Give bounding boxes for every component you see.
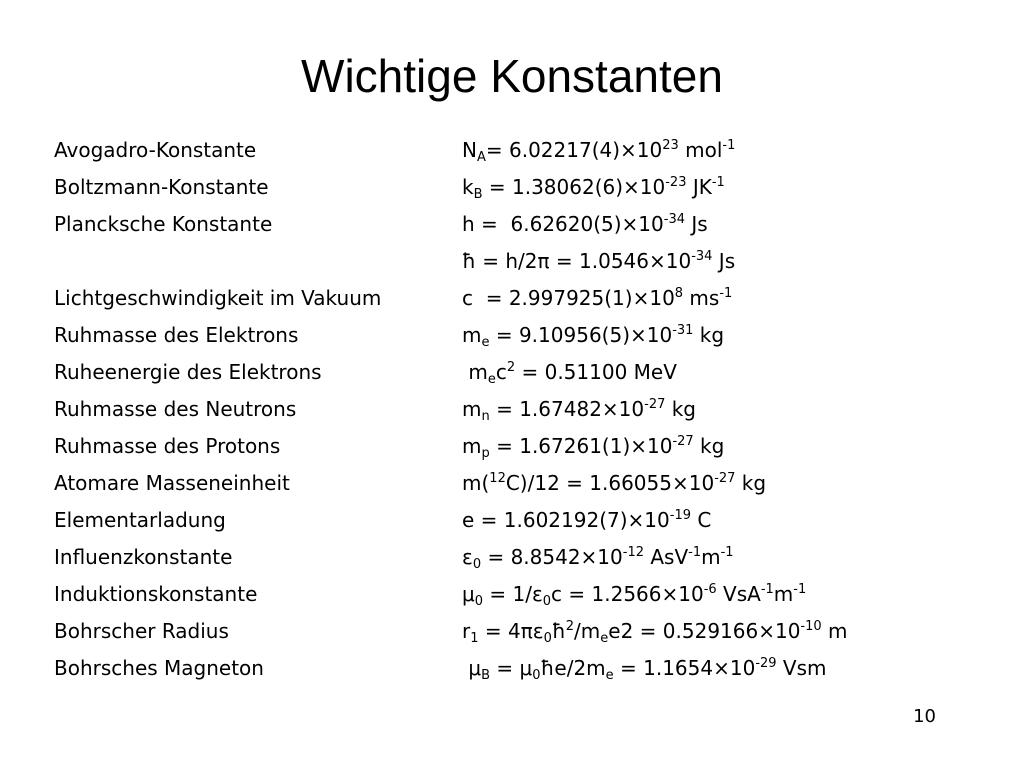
subscript: e bbox=[481, 335, 490, 350]
constant-name: Ruhmasse des Protons bbox=[54, 434, 281, 458]
subscript: 0 bbox=[543, 631, 552, 646]
value-text: = 1.67482×10 bbox=[489, 397, 645, 421]
value-text: ħe/2m bbox=[540, 656, 606, 680]
value-text: μ bbox=[462, 582, 475, 606]
constant-row bbox=[54, 132, 994, 169]
constant-row bbox=[54, 576, 994, 613]
slide-title: Wichtige Konstanten bbox=[301, 50, 723, 102]
superscript: -29 bbox=[755, 656, 777, 671]
superscript: -27 bbox=[644, 397, 666, 412]
value-text: m bbox=[462, 397, 482, 421]
constant-value bbox=[462, 502, 711, 539]
constant-name: Bohrsches Magneton bbox=[54, 656, 264, 680]
value-text: = 0.51100 MeV bbox=[515, 360, 677, 384]
value-text: kg bbox=[693, 323, 725, 347]
subscript: e bbox=[605, 668, 614, 683]
constant-value bbox=[462, 465, 766, 502]
value-text: e = 1.602192(7)×10 bbox=[462, 508, 670, 532]
constant-value bbox=[462, 391, 696, 428]
value-text: C bbox=[690, 508, 712, 532]
value-text: = 4πε bbox=[478, 619, 544, 643]
superscript: -19 bbox=[669, 508, 691, 523]
value-text: N bbox=[462, 138, 477, 162]
value-text: = 6.02217(4)×10 bbox=[485, 138, 663, 162]
value-text: m bbox=[462, 323, 482, 347]
value-text: AsV bbox=[644, 545, 689, 569]
constant-row bbox=[54, 465, 994, 502]
superscript: -1 bbox=[711, 175, 725, 190]
superscript: -31 bbox=[672, 323, 694, 338]
superscript: -23 bbox=[665, 175, 687, 190]
value-text: Js bbox=[712, 249, 736, 273]
value-text: μ bbox=[462, 656, 482, 680]
superscript: 2 bbox=[506, 360, 516, 375]
constant-name: Lichtgeschwindigkeit im Vakuum bbox=[54, 286, 382, 310]
subscript: B bbox=[473, 187, 483, 202]
page-number: 10 bbox=[913, 706, 936, 727]
constant-value bbox=[462, 650, 827, 687]
constant-name: Atomare Masseneinheit bbox=[54, 471, 290, 495]
constant-value bbox=[462, 354, 677, 391]
constant-name: Influenzkonstante bbox=[54, 545, 233, 569]
subscript: e bbox=[600, 631, 609, 646]
value-text: kg bbox=[693, 434, 725, 458]
value-text: k bbox=[462, 175, 474, 199]
subscript: n bbox=[481, 409, 490, 424]
value-text: h = 6.62620(5)×10 bbox=[462, 212, 664, 236]
value-text: ε bbox=[462, 545, 473, 569]
constant-value bbox=[462, 317, 724, 354]
value-text: Vsm bbox=[776, 656, 827, 680]
superscript: -1 bbox=[720, 545, 734, 560]
constant-name: Ruheenergie des Elektrons bbox=[54, 360, 322, 384]
constant-value bbox=[462, 206, 708, 243]
value-text: VsA bbox=[716, 582, 761, 606]
superscript: 2 bbox=[565, 619, 575, 634]
superscript: -27 bbox=[714, 471, 736, 486]
value-text: Js bbox=[684, 212, 708, 236]
value-text: = 8.8542×10 bbox=[481, 545, 623, 569]
constant-row bbox=[54, 317, 994, 354]
superscript: -10 bbox=[800, 619, 822, 634]
value-text: = 9.10956(5)×10 bbox=[489, 323, 673, 347]
subscript: 1 bbox=[470, 631, 479, 646]
constant-row bbox=[54, 650, 994, 687]
value-text: r bbox=[462, 619, 471, 643]
subscript: A bbox=[476, 150, 486, 165]
superscript: -1 bbox=[760, 582, 774, 597]
superscript: 12 bbox=[489, 471, 506, 486]
constant-name: Induktionskonstante bbox=[54, 582, 258, 606]
superscript: -12 bbox=[622, 545, 644, 560]
value-text: = 1.38062(6)×10 bbox=[482, 175, 666, 199]
value-text: ms bbox=[683, 286, 720, 310]
constant-row bbox=[54, 539, 994, 576]
value-text: C)/12 = 1.66055×10 bbox=[505, 471, 715, 495]
constant-value bbox=[462, 576, 806, 613]
value-text: = 1.1654×10 bbox=[613, 656, 756, 680]
constant-value bbox=[462, 539, 734, 576]
superscript: -1 bbox=[688, 545, 702, 560]
subscript: p bbox=[481, 446, 490, 461]
constant-row bbox=[54, 354, 994, 391]
value-text: c = 2.997925(1)×10 bbox=[462, 286, 675, 310]
subscript: 0 bbox=[542, 594, 552, 609]
superscript: 8 bbox=[674, 286, 684, 301]
constant-row bbox=[54, 243, 994, 280]
subscript: e bbox=[487, 372, 496, 387]
value-text: c = 1.2566×10 bbox=[551, 582, 704, 606]
constant-name: Bohrscher Radius bbox=[54, 619, 229, 643]
superscript: -27 bbox=[672, 434, 694, 449]
constant-name: Plancksche Konstante bbox=[54, 212, 273, 236]
superscript: -6 bbox=[703, 582, 717, 597]
subscript: 0 bbox=[472, 557, 482, 572]
value-text: m bbox=[773, 582, 794, 606]
superscript: -1 bbox=[719, 286, 733, 301]
value-text: JK bbox=[686, 175, 712, 199]
constant-row bbox=[54, 391, 994, 428]
constant-row bbox=[54, 428, 994, 465]
constant-value bbox=[462, 280, 732, 317]
superscript: -34 bbox=[663, 212, 685, 227]
value-text: m bbox=[701, 545, 721, 569]
constant-row bbox=[54, 502, 994, 539]
constant-value bbox=[462, 243, 735, 280]
subscript: 0 bbox=[474, 594, 484, 609]
constant-name: Boltzmann-Konstante bbox=[54, 175, 269, 199]
value-text: m bbox=[462, 434, 482, 458]
constant-row bbox=[54, 613, 994, 650]
value-text: = 1/ε bbox=[483, 582, 543, 606]
value-text: m bbox=[462, 360, 488, 384]
superscript: -1 bbox=[793, 582, 807, 597]
value-text: = μ bbox=[490, 656, 533, 680]
constant-name: Ruhmasse des Neutrons bbox=[54, 397, 297, 421]
constant-value bbox=[462, 428, 724, 465]
value-text: = 1.67261(1)×10 bbox=[489, 434, 673, 458]
constant-name: Avogadro-Konstante bbox=[54, 138, 257, 162]
value-text: kg bbox=[665, 397, 696, 421]
constant-value bbox=[462, 132, 735, 169]
value-text: m( bbox=[462, 471, 490, 495]
constant-value bbox=[462, 613, 848, 650]
superscript: -1 bbox=[722, 138, 736, 153]
subscript: B bbox=[481, 668, 491, 683]
value-text: m bbox=[821, 619, 848, 643]
constants-table bbox=[54, 132, 994, 687]
value-text: e2 = 0.529166×10 bbox=[608, 619, 801, 643]
value-text: kg bbox=[735, 471, 767, 495]
value-text: /m bbox=[574, 619, 601, 643]
subscript: 0 bbox=[532, 668, 541, 683]
constant-row bbox=[54, 206, 994, 243]
value-text: ħ = h/2π = 1.0546×10 bbox=[462, 249, 692, 273]
constant-name: Elementarladung bbox=[54, 508, 226, 532]
superscript: -34 bbox=[691, 249, 713, 264]
constant-row bbox=[54, 169, 994, 206]
value-text: ħ bbox=[551, 619, 566, 643]
value-text: c bbox=[495, 360, 507, 384]
constant-name: Ruhmasse des Elektrons bbox=[54, 323, 299, 347]
superscript: 23 bbox=[662, 138, 679, 153]
constant-row bbox=[54, 280, 994, 317]
constant-value bbox=[462, 169, 725, 206]
value-text: mol bbox=[678, 138, 723, 162]
